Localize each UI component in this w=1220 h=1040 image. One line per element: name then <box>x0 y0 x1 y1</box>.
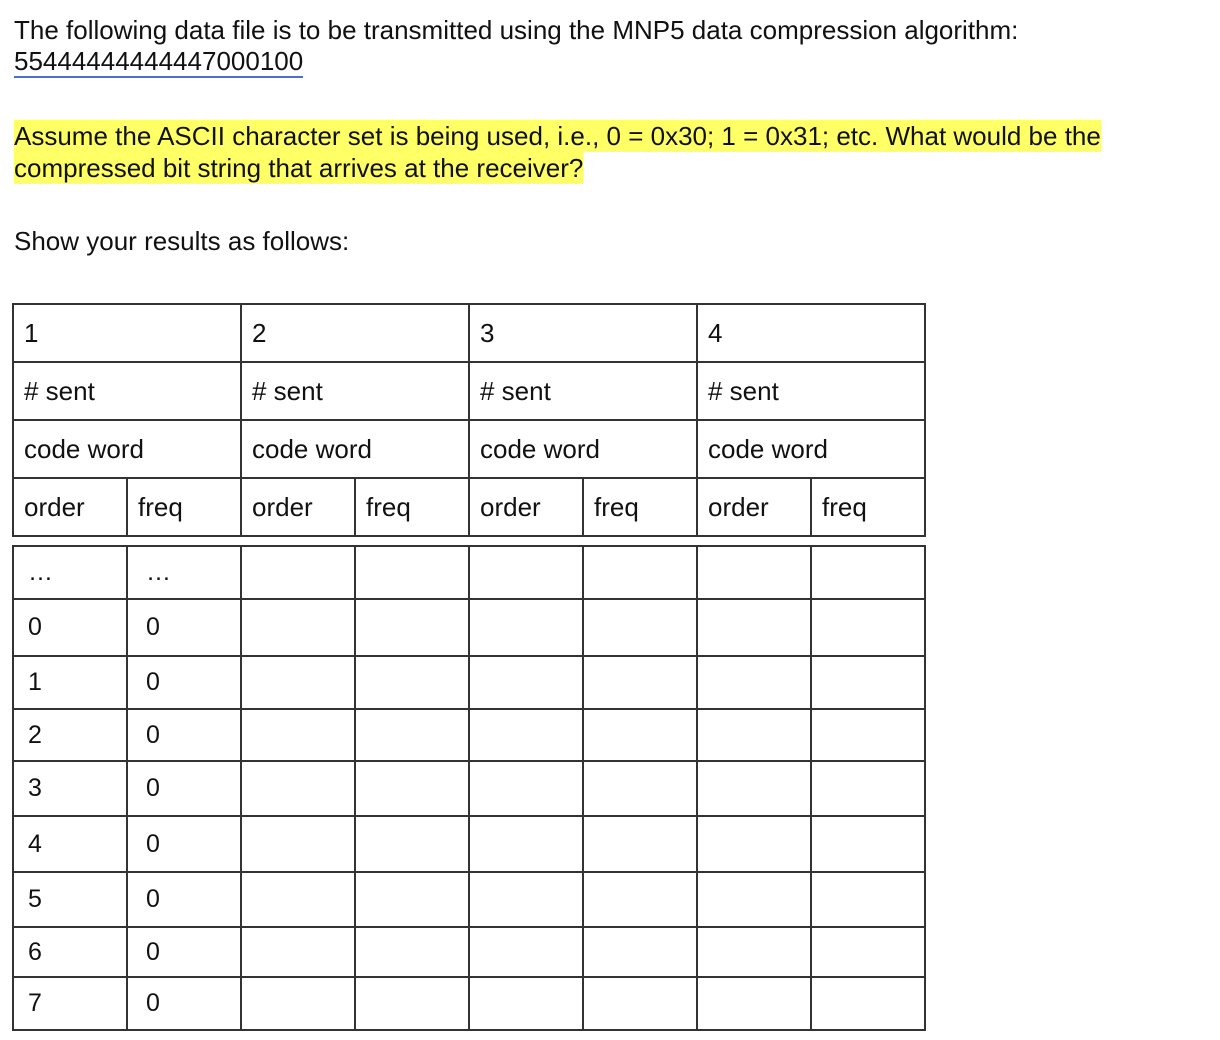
question-line-1: Assume the ASCII character set is being used, i.e., 0 = 0x30; 1 = 0x31; etc. What would be the <box>14 121 1101 151</box>
empty-cell <box>583 927 697 977</box>
empty-cell <box>469 599 583 656</box>
empty-cell <box>583 872 697 927</box>
empty-cell <box>811 656 925 709</box>
freq-cell: 0 <box>127 599 241 656</box>
empty-cell <box>811 927 925 977</box>
table-row <box>13 709 925 761</box>
empty-cell <box>697 599 811 656</box>
freq-label: freq <box>355 478 469 536</box>
order-cell: 1 <box>13 656 127 709</box>
empty-cell <box>697 977 811 1030</box>
empty-cell <box>583 709 697 761</box>
freq-cell: 0 <box>127 656 241 709</box>
empty-cell <box>697 709 811 761</box>
empty-cell <box>469 816 583 872</box>
freq-cell: 0 <box>127 709 241 761</box>
code-word-label: code word <box>241 420 469 478</box>
empty-cell <box>355 709 469 761</box>
order-cell: … <box>13 546 127 599</box>
order-cell: 0 <box>13 599 127 656</box>
order-label: order <box>241 478 355 536</box>
order-label: order <box>13 478 127 536</box>
empty-cell <box>355 761 469 816</box>
freq-cell: 0 <box>127 872 241 927</box>
empty-cell <box>469 761 583 816</box>
empty-cell <box>811 872 925 927</box>
freq-label: freq <box>583 478 697 536</box>
empty-cell <box>355 977 469 1030</box>
code-word-row <box>13 420 925 478</box>
empty-cell <box>355 656 469 709</box>
number-row <box>13 304 925 362</box>
empty-cell <box>811 546 925 599</box>
empty-cell <box>811 761 925 816</box>
header-table <box>12 303 926 537</box>
empty-cell <box>355 599 469 656</box>
column-number: 1 <box>13 304 241 362</box>
empty-cell <box>811 709 925 761</box>
show-results-text: Show your results as follows: <box>14 226 350 256</box>
table-row <box>13 977 925 1030</box>
frequency-grid <box>12 545 926 1031</box>
question-line-2: compressed bit string that arrives at the receiver? <box>14 153 584 183</box>
empty-cell <box>241 656 355 709</box>
empty-cell <box>469 546 583 599</box>
code-word-label: code word <box>469 420 697 478</box>
table-row <box>13 872 925 927</box>
order-label: order <box>469 478 583 536</box>
order-cell: 4 <box>13 816 127 872</box>
empty-cell <box>241 872 355 927</box>
freq-cell: 0 <box>127 977 241 1030</box>
table-row <box>13 599 925 656</box>
empty-cell <box>811 599 925 656</box>
empty-cell <box>355 872 469 927</box>
empty-cell <box>697 656 811 709</box>
order-cell: 6 <box>13 927 127 977</box>
empty-cell <box>241 761 355 816</box>
sent-label: # sent <box>241 362 469 420</box>
order-freq-row <box>13 478 925 536</box>
empty-cell <box>241 599 355 656</box>
empty-cell <box>811 977 925 1030</box>
intro-text: The following data file is to be transmitted using the MNP5 data compression algorithm: <box>14 15 1019 45</box>
freq-cell: … <box>127 546 241 599</box>
empty-cell <box>241 546 355 599</box>
empty-cell <box>811 816 925 872</box>
empty-cell <box>241 977 355 1030</box>
column-number: 3 <box>469 304 697 362</box>
empty-cell <box>241 816 355 872</box>
order-label: order <box>697 478 811 536</box>
empty-cell <box>355 546 469 599</box>
freq-label: freq <box>127 478 241 536</box>
order-cell: 2 <box>13 709 127 761</box>
order-cell: 3 <box>13 761 127 816</box>
empty-cell <box>469 927 583 977</box>
freq-cell: 0 <box>127 816 241 872</box>
empty-cell <box>469 977 583 1030</box>
freq-cell: 0 <box>127 927 241 977</box>
sent-row <box>13 362 925 420</box>
code-word-label: code word <box>697 420 925 478</box>
order-cell: 7 <box>13 977 127 1030</box>
empty-cell <box>583 977 697 1030</box>
empty-cell <box>697 546 811 599</box>
column-number: 2 <box>241 304 469 362</box>
data-file-string: 55444444444447000100 <box>14 46 304 76</box>
table-row <box>13 546 925 599</box>
table-row <box>13 656 925 709</box>
freq-label: freq <box>811 478 925 536</box>
empty-cell <box>697 761 811 816</box>
empty-cell <box>241 927 355 977</box>
column-number: 4 <box>697 304 925 362</box>
empty-cell <box>241 709 355 761</box>
empty-cell <box>697 816 811 872</box>
empty-cell <box>583 816 697 872</box>
empty-cell <box>697 872 811 927</box>
sent-label: # sent <box>13 362 241 420</box>
order-cell: 5 <box>13 872 127 927</box>
empty-cell <box>355 927 469 977</box>
empty-cell <box>355 816 469 872</box>
empty-cell <box>583 656 697 709</box>
empty-cell <box>583 599 697 656</box>
code-word-label: code word <box>13 420 241 478</box>
table-row <box>13 816 925 872</box>
empty-cell <box>469 709 583 761</box>
table-row <box>13 761 925 816</box>
empty-cell <box>583 761 697 816</box>
empty-cell <box>469 656 583 709</box>
empty-cell <box>583 546 697 599</box>
table-row <box>13 927 925 977</box>
empty-cell <box>697 927 811 977</box>
sent-label: # sent <box>469 362 697 420</box>
sent-label: # sent <box>697 362 925 420</box>
freq-cell: 0 <box>127 761 241 816</box>
empty-cell <box>469 872 583 927</box>
